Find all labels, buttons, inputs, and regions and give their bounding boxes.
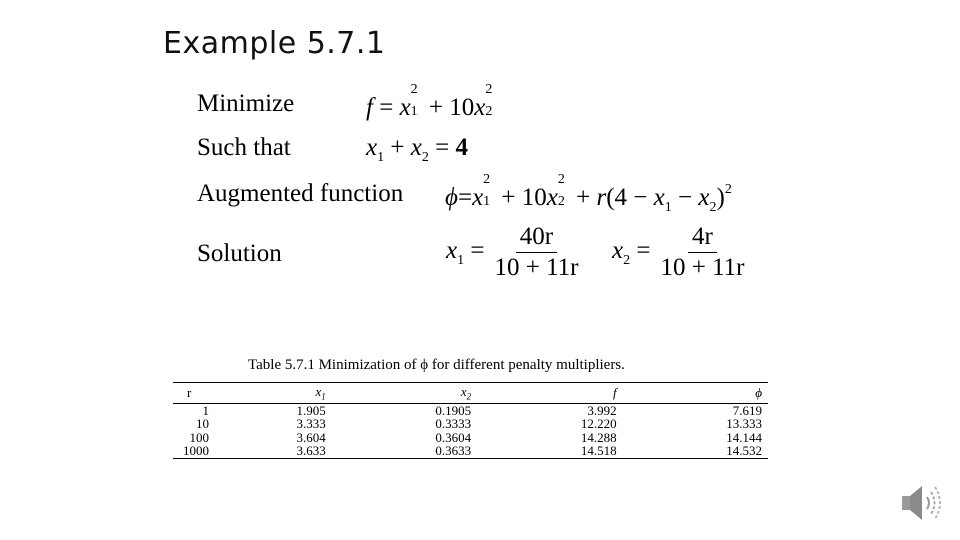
solution-x2: $x_2$ = $\frac{4r}{10 + 11r}$ [612,222,748,283]
cell-phi: 13.333 [726,416,762,432]
cell-x2: 0.3633 [435,443,472,459]
cell-x1: 1.905 [296,402,326,418]
cell-f: 14.288 [580,429,617,445]
table-caption: Table 5.7.1 Minimization of ϕ for different penalty multipliers. [248,357,625,373]
table-row [173,431,768,445]
header-x2: $x_2$ [460,384,472,402]
cell-x2: 0.1905 [435,402,472,418]
cell-r: 1000 [183,443,209,459]
table-row [173,417,768,431]
page-title: Example 5.7.1 [163,26,386,61]
cell-r: 100 [189,429,209,445]
such-that-label: Such that [197,134,291,161]
constraint-equation: $x_1 + x_2 = 4$ [366,134,468,165]
cell-phi: 14.144 [726,429,762,445]
table-row [173,403,768,417]
cell-x1: 3.604 [296,429,326,445]
cell-x2: 0.3604 [435,429,472,445]
cell-x1: 3.333 [296,416,326,432]
solution-x1: $x_1$ = $\frac{40r}{10 + 11r}$ [446,222,582,283]
x1-denominator: 10 + 11r [494,254,579,281]
header-r: r [187,384,192,400]
x2-denominator: 10 + 11r [660,254,745,281]
augmented-equation: ϕ=x 2 1 + 10x 2 2 + $r(4 - x_1 - x_2)^2$ [445,172,732,215]
cell-r: 1 [202,402,209,418]
minimize-label: Minimize [197,90,295,117]
header-x1: $x_1$ [315,384,326,402]
cell-x1: 3.633 [296,443,326,459]
cell-phi: 7.619 [732,402,762,418]
results-table [173,382,768,459]
cell-f: 14.518 [580,443,617,459]
cell-x2: 0.3333 [435,416,472,432]
table-header-row [173,383,768,404]
cell-phi: 14.532 [726,443,762,459]
minimize-equation: f = x 2 1 + 10x 2 2 [366,82,493,121]
augmented-label: Augmented function [197,180,404,207]
header-f: f [612,384,617,400]
speaker-icon[interactable] [898,478,948,528]
solution-label: Solution [197,240,282,267]
x1-numerator: 40r [516,222,557,253]
cell-r: 10 [196,416,209,432]
header-phi: ϕ [755,384,762,400]
x2-numerator: 4r [688,222,717,253]
cell-f: 3.992 [587,402,617,418]
cell-f: 12.220 [580,416,617,432]
table-row [173,444,768,458]
